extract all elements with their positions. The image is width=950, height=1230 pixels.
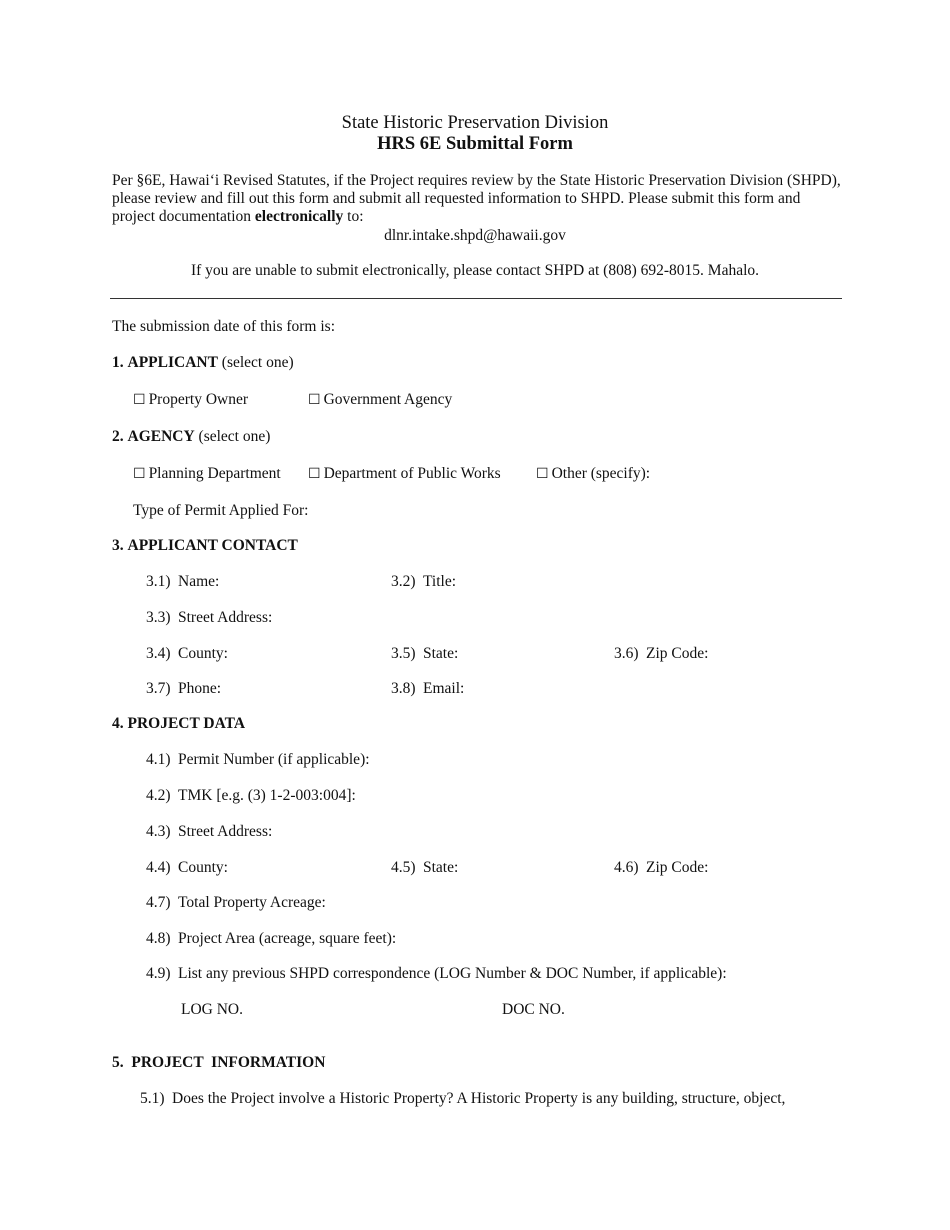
log-number-label: LOG NO.: [181, 1001, 243, 1018]
form-title: HRS 6E Submittal Form: [377, 134, 573, 154]
intro-text-end: to:: [343, 208, 364, 225]
checkbox-public-works[interactable]: ☐ Department of Public Works: [308, 465, 501, 482]
checkbox-other[interactable]: ☐ Other (specify):: [536, 465, 651, 482]
field-project-area: 4.8) Project Area (acreage, square feet):: [146, 930, 397, 947]
intro-paragraph: [112, 172, 847, 226]
submission-email[interactable]: dlnr.intake.shpd@hawaii.gov: [384, 227, 566, 244]
field-project-county: 4.4) County:: [146, 859, 228, 876]
field-shpd-correspondence: 4.9) List any previous SHPD correspondence (LOG Number & DOC Number, if applicable):: [146, 965, 727, 982]
question-historic-property: 5.1) Does the Project involve a Historic Property? A Historic Property is any building, structure, object,: [140, 1090, 786, 1107]
checkbox-property-owner[interactable]: ☐ Property Owner: [133, 391, 248, 408]
checkbox-icon[interactable]: ☐: [133, 392, 146, 408]
intro-bold-word: electronically: [254, 208, 344, 225]
field-contact-county: 3.4) County:: [146, 645, 228, 662]
section-4-heading: 4. PROJECT DATA: [112, 715, 246, 732]
field-contact-street: 3.3) Street Address:: [146, 609, 273, 626]
field-project-zip: 4.6) Zip Code:: [614, 859, 709, 876]
doc-number-label: DOC NO.: [502, 1001, 565, 1018]
checkbox-icon[interactable]: ☐: [308, 466, 321, 482]
section-3-heading: 3. APPLICANT CONTACT: [112, 537, 298, 554]
checkbox-icon[interactable]: ☐: [536, 466, 549, 482]
checkbox-government-agency[interactable]: ☐ Government Agency: [308, 391, 453, 408]
field-contact-phone: 3.7) Phone:: [146, 680, 222, 697]
field-tmk: 4.2) TMK [e.g. (3) 1-2-003:004]:: [146, 787, 356, 804]
checkbox-icon[interactable]: ☐: [133, 466, 146, 482]
field-contact-email: 3.8) Email:: [391, 680, 465, 697]
section-2-heading: 2. AGENCY (select one): [112, 428, 271, 445]
section-5-heading: 5. PROJECT INFORMATION: [112, 1054, 326, 1071]
section-1-heading: 1. APPLICANT (select one): [112, 354, 294, 371]
field-total-acreage: 4.7) Total Property Acreage:: [146, 894, 326, 911]
contact-note: If you are unable to submit electronically, please contact SHPD at (808) 692-8015. Mahalo.: [190, 262, 760, 279]
field-contact-title: 3.2) Title:: [391, 573, 457, 590]
field-contact-zip: 3.6) Zip Code:: [614, 645, 709, 662]
field-project-street: 4.3) Street Address:: [146, 823, 273, 840]
divider: [110, 298, 842, 299]
intro-text: Per §6E, Hawaiʻi Revised Statutes, if the Project requires review by the State Historic Preservation Division (SHPD), please review and fill out this form and submit all requested information to SHPD. Please submit this form and project documentation: [112, 172, 841, 225]
field-contact-state: 3.5) State:: [391, 645, 459, 662]
permit-type-label: Type of Permit Applied For:: [133, 502, 309, 519]
field-contact-name: 3.1) Name:: [146, 573, 220, 590]
checkbox-icon[interactable]: ☐: [308, 392, 321, 408]
field-permit-number: 4.1) Permit Number (if applicable):: [146, 751, 370, 768]
agency-heading: State Historic Preservation Division: [341, 113, 609, 133]
field-project-state: 4.5) State:: [391, 859, 459, 876]
submission-date-label: The submission date of this form is:: [112, 318, 336, 335]
checkbox-planning-department[interactable]: ☐ Planning Department: [133, 465, 281, 482]
